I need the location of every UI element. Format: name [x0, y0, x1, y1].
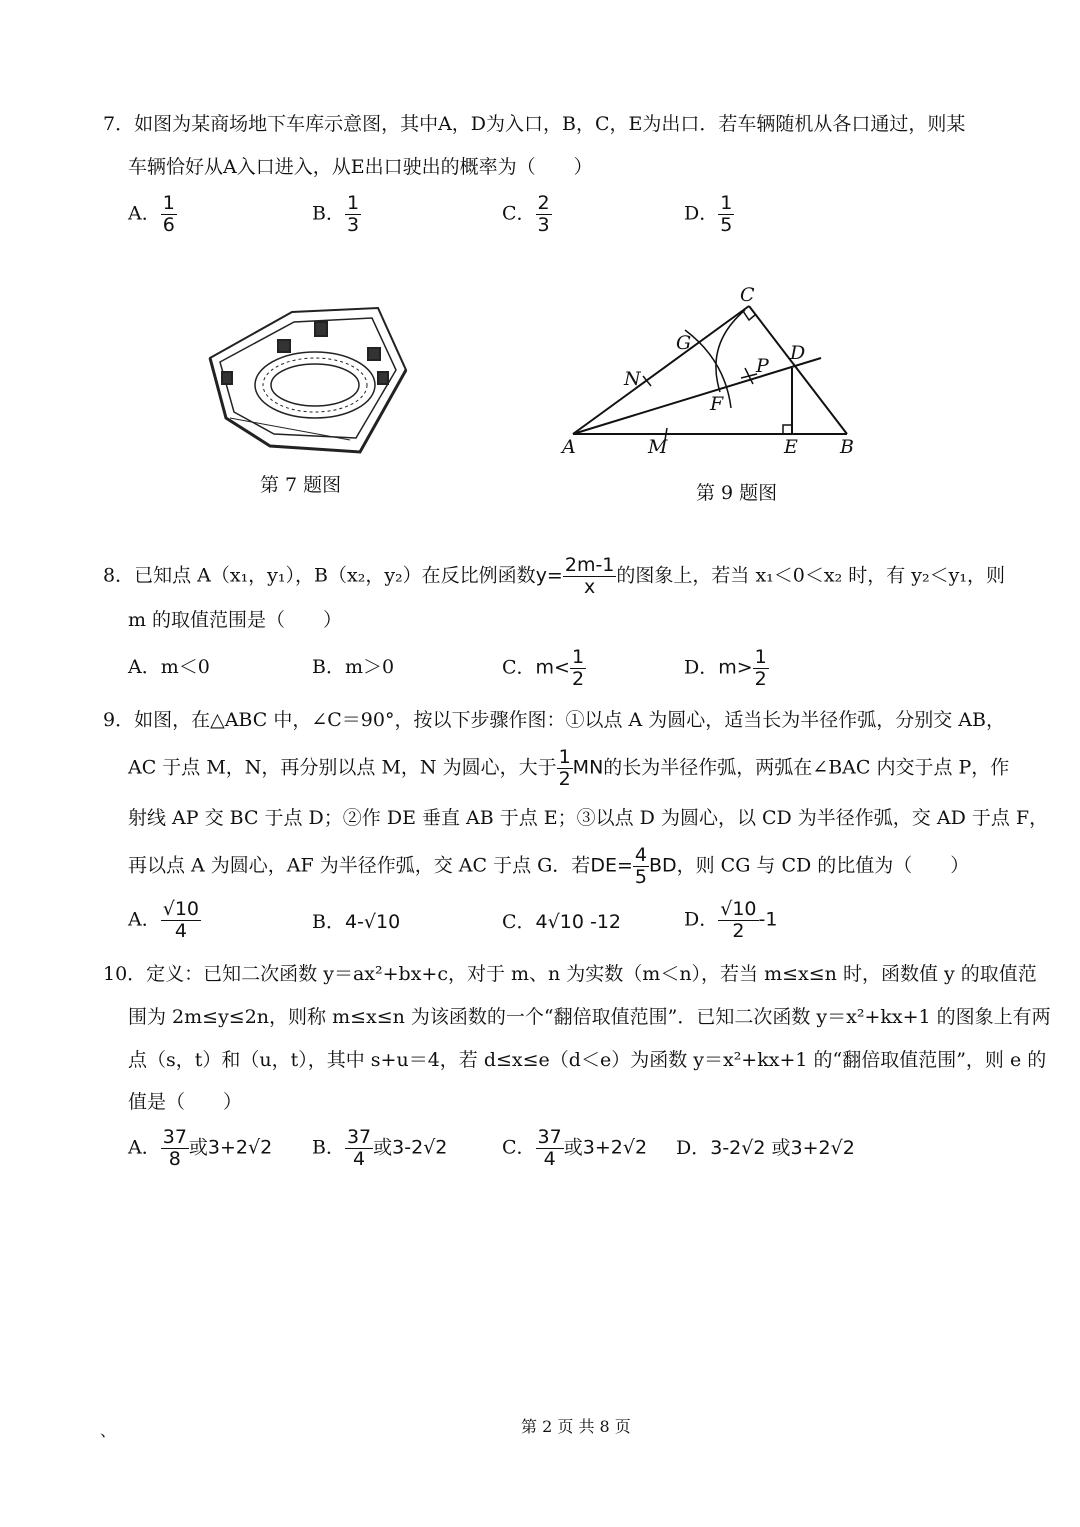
q7-line1: 7．如图为某商场地下车库示意图，其中A，D为入口，B，C，E为出口．若车辆随机从各口通过，则某 [103, 113, 966, 135]
q7-option-b: B． $\frac{1}{3}$ [312, 192, 360, 236]
q9-line3: 射线 AP 交 BC 于点 D；②作 DE 垂直 AB 于点 E；③以点 D 为圆心，以 CD 为半径作弧，交 AD 于点 F， [128, 807, 1049, 829]
q8-option-d: D．m> $\frac{1}{2}$ [684, 646, 767, 690]
fig7-caption: 第 7 题图 [260, 474, 342, 496]
q8-option-c: C．m< $\frac{1}{2}$ [502, 646, 585, 690]
q10-line4: 值是（ ） [128, 1091, 243, 1113]
q10-line1: 10．定义：已知二次函数 y＝ax²+bx+c，对于 m、n 为实数（m＜n），若当 m≤x≤n 时，函数值 y 的取值范 [103, 963, 1037, 985]
q10-option-b: B． $\frac{37}{4}$ 或3-2√2 [312, 1126, 448, 1170]
point-label-d: D [790, 342, 806, 364]
q8-suffix: 的图象上，若当 x₁＜0＜x₂ 时，有 y₂＜y₁，则 [616, 564, 1005, 587]
garage-figure [200, 300, 415, 460]
q10-option-c: C． $\frac{37}{4}$ 或3+2√2 [502, 1126, 648, 1170]
point-label-m: M [648, 436, 668, 458]
point-label-f: F [710, 393, 724, 415]
point-label-p: P [756, 355, 769, 377]
fig9-caption: 第 9 题图 [696, 482, 778, 504]
q7-option-d: D． $\frac{1}{5}$ [684, 192, 733, 236]
q9-line2: AC 于点 M，N，再分别以点 M，N 为圆心，大于 $\frac{1}{2}$ MN的长为半径作弧，两弧在∠BAC 内交于点 P，作 [128, 746, 1010, 790]
point-label-c: C [740, 284, 755, 306]
q10-option-a: A． $\frac{37}{8}$ 或3+2√2 [128, 1126, 273, 1170]
q10-option-d: D．3-2√2 或3+2√2 [676, 1137, 855, 1159]
q8-func-lhs: y= [535, 564, 563, 587]
q8-prefix: 8．已知点 A（x₁，y₁），B（x₂，y₂）在反比例函数 [103, 564, 536, 587]
q9-line4: 再以点 A 为圆心，AF 为半径作弧，交 AC 于点 G．若DE= $\frac{4}{5}$ BD，则 CG 与 CD 的比值为（ ） [128, 844, 970, 888]
q7-line2: 车辆恰好从A入口进入，从E出口驶出的概率为（ ） [128, 156, 593, 178]
q7-option-a: A． $\frac{1}{6}$ [128, 192, 175, 236]
q10-line3: 点（s，t）和（u，t），其中 s+u＝4，若 d≤x≤e（d＜e）为函数 y＝x²+kx+1 的“翻倍取值范围”，则 e 的 [128, 1049, 1047, 1071]
q8-option-a: A．m＜0 [128, 656, 210, 678]
q10-line2: 围为 2m≤y≤2n，则称 m≤x≤n 为该函数的一个“翻倍取值范围”．已知二次函数 y＝x²+kx+1 的图象上有两 [128, 1006, 1051, 1028]
point-label-n: N [624, 368, 641, 390]
point-label-a: A [562, 436, 576, 458]
point-label-g: G [676, 332, 692, 354]
q8-option-b: B．m＞0 [312, 656, 395, 678]
q9-option-c: C．4√10 -12 [502, 911, 621, 933]
q7-option-c: C． $\frac{2}{3}$ [502, 192, 550, 236]
page-number: 第 2 页 共 8 页 [521, 1417, 631, 1436]
point-label-e: E [784, 436, 798, 458]
q8-func-fraction: $\frac{2m-1}{x}$ [564, 554, 615, 598]
q8-line1 [103, 556, 1005, 597]
q9-option-d: D． $\frac{√10}{2}$ -1 [684, 898, 778, 942]
triangle-construction-figure [555, 282, 865, 462]
q9-option-b: B．4-√10 [312, 911, 401, 933]
footer-mark: 、 [100, 1421, 117, 1440]
point-label-b: B [840, 436, 854, 458]
q9-option-a: A． $\frac{√10}{4}$ [128, 898, 200, 942]
q8-line2: m 的取值范围是（ ） [128, 609, 343, 631]
q9-line1: 9．如图，在△ABC 中，∠C＝90°，按以下步骤作图：①以点 A 为圆心，适当长为半径作弧，分别交 AB， [103, 709, 1005, 731]
